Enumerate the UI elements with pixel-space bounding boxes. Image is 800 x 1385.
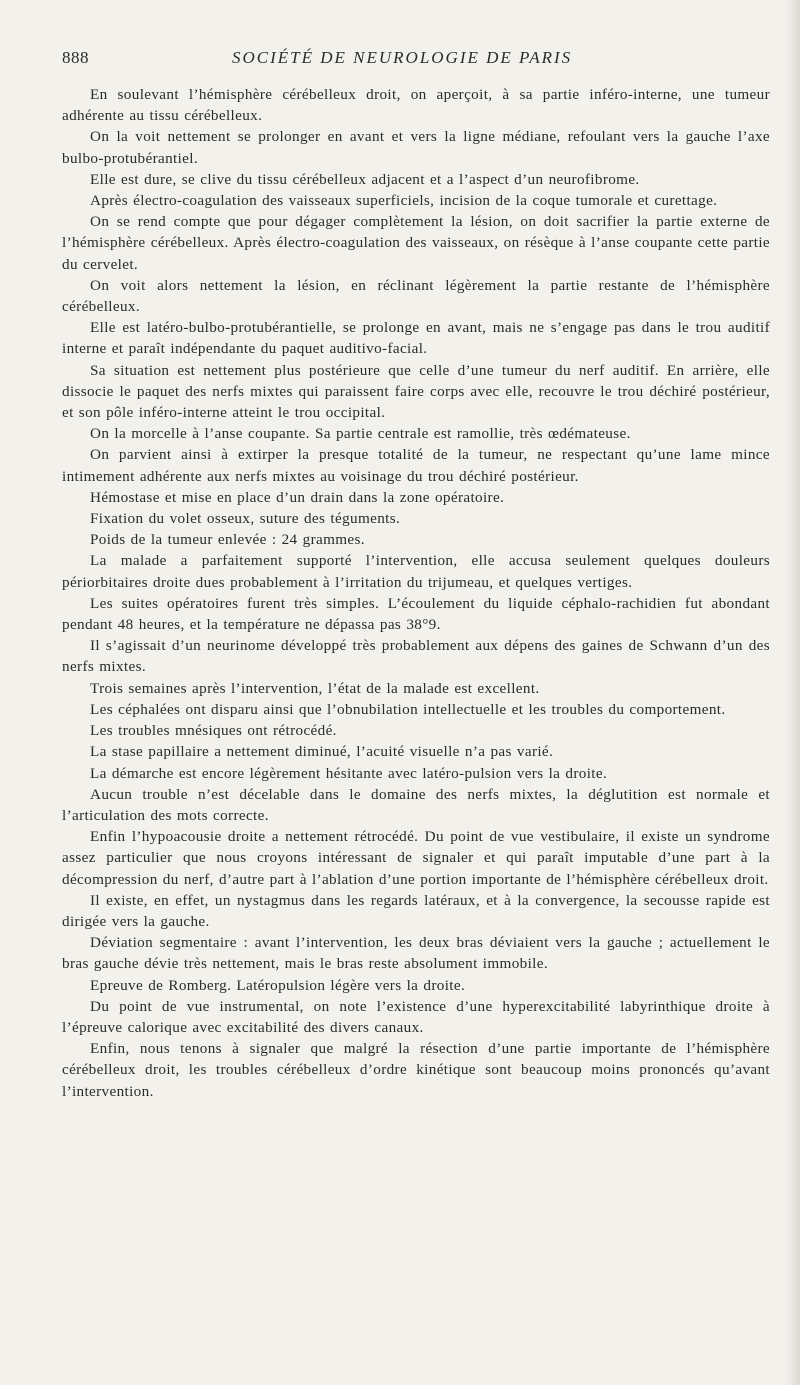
paragraph: Poids de la tumeur enlevée : 24 grammes. <box>90 531 365 549</box>
paragraph: Les céphalées ont disparu ainsi que l’obnubilation intellectuelle et les troubles du comportement. <box>90 700 726 718</box>
paragraph: La démarche est encore légèrement hésitante avec latéro-pulsion vers la droite. <box>90 764 608 782</box>
paragraph: La malade a parfaitement supporté l’intervention, elle accusa seulement quelques douleurs périorbitaires droite dues probablement à l’irritation du trijumeau, et quelques vertiges. <box>62 552 770 591</box>
page-edge-shadow <box>786 0 800 1385</box>
paragraph: Il s’agissait d’un neurinome développé très probablement aux dépens des gaines de Schwann d’un des nerfs mixtes. <box>62 637 770 676</box>
paragraph: On parvient ainsi à extirper la presque totalité de la tumeur, ne respectant qu’une lame mince intimement adhérente aux nerfs mixtes au voisinage du trou déchiré postérieur. <box>62 446 770 485</box>
paragraph: Les troubles mnésiques ont rétrocédé. <box>90 722 337 740</box>
paragraph: Elle est dure, se clive du tissu cérébelleux adjacent et a l’aspect d’un neurofibrome. <box>90 170 640 188</box>
paragraph: On se rend compte que pour dégager complètement la lésion, on doit sacrifier la partie externe de l’hémisphère cérébelleux. Après électro-coagulation des vaisseaux, on résèque à l’anse coupante cette partie du cervelet. <box>62 213 770 273</box>
paragraph: Du point de vue instrumental, on note l’existence d’une hyperexcitabilité labyrinthique droite à l’épreuve calorique avec excitabilité des divers canaux. <box>62 997 770 1036</box>
paragraph: Trois semaines après l’intervention, l’état de la malade est excellent. <box>90 679 540 697</box>
paragraph: Epreuve de Romberg. Latéropulsion légère vers la droite. <box>90 976 466 994</box>
paragraph: La stase papillaire a nettement diminué, l’acuité visuelle n’a pas varié. <box>90 743 554 761</box>
body-text <box>62 84 770 1102</box>
paragraph: Déviation segmentaire : avant l’intervention, les deux bras déviaient vers la gauche ; actuellement le bras gauche dévie très nettement, mais le bras reste absolument immobile. <box>62 934 770 973</box>
paragraph: Hémostase et mise en place d’un drain dans la zone opératoire. <box>90 488 505 506</box>
paragraph: On voit alors nettement la lésion, en réclinant légèrement la partie restante de l’hémisphère cérébelleux. <box>62 276 770 316</box>
paragraph: On la voit nettement se prolonger en avant et vers la ligne médiane, refoulant vers la gauche l’axe bulbo-protubérantiel. <box>62 128 770 167</box>
paragraph: Fixation du volet osseux, suture des téguments. <box>90 510 401 528</box>
paragraph: En soulevant l’hémisphère cérébelleux droit, on aperçoit, à sa partie inféro-interne, une tumeur adhérente au tissu cérébelleux. <box>62 86 770 125</box>
paragraph: Les suites opératoires furent très simples. L’écoulement du liquide céphalo-rachidien fut abondant pendant 48 heures, et la température ne dépassa pas 38°9. <box>62 594 770 634</box>
paragraph: Enfin, nous tenons à signaler que malgré la résection d’une partie importante de l’hémisphère cérébelleux droit, les troubles cérébelleux d’ordre kinétique sont beaucoup moins prononcés qu’avant l’intervention. <box>62 1040 770 1100</box>
paragraph: Aucun trouble n’est décelable dans le domaine des nerfs mixtes, la déglutition est normale et l’articulation des mots correcte. <box>62 785 770 824</box>
running-title: SOCIÉTÉ DE NEUROLOGIE DE PARIS <box>232 48 573 67</box>
paragraph: Enfin l’hypoacousie droite a nettement rétrocédé. Du point de vue vestibulaire, il existe un syndrome assez particulier que nous croyons intéressant de signaler et qui paraît imputable d’une part à la décompression du nerf, d’autre part à l’ablation d’une portion importante de l’hémisphère cérébelleux droit. <box>62 828 770 888</box>
paragraph: Elle est latéro-bulbo-protubérantielle, se prolonge en avant, mais ne s’engage pas dans le trou auditif interne et paraît indépendante du paquet auditivo-facial. <box>62 319 770 358</box>
page-header <box>62 48 752 72</box>
paragraph: Il existe, en effet, un nystagmus dans les regards latéraux, et à la convergence, la secousse rapide est dirigée vers la gauche. <box>62 891 770 930</box>
paragraph: On la morcelle à l’anse coupante. Sa partie centrale est ramollie, très œdémateuse. <box>90 425 631 443</box>
paragraph: Après électro-coagulation des vaisseaux superficiels, incision de la coque tumorale et curettage. <box>90 192 718 210</box>
paragraph: Sa situation est nettement plus postérieure que celle d’une tumeur du nerf auditif. En arrière, elle dissocie le paquet des nerfs mixtes qui paraissent faire corps avec elle, recouvre le trou déchiré postérieur, et son pôle inféro-interne atteint le trou occipital. <box>62 361 770 422</box>
page-number: 888 <box>62 48 89 67</box>
